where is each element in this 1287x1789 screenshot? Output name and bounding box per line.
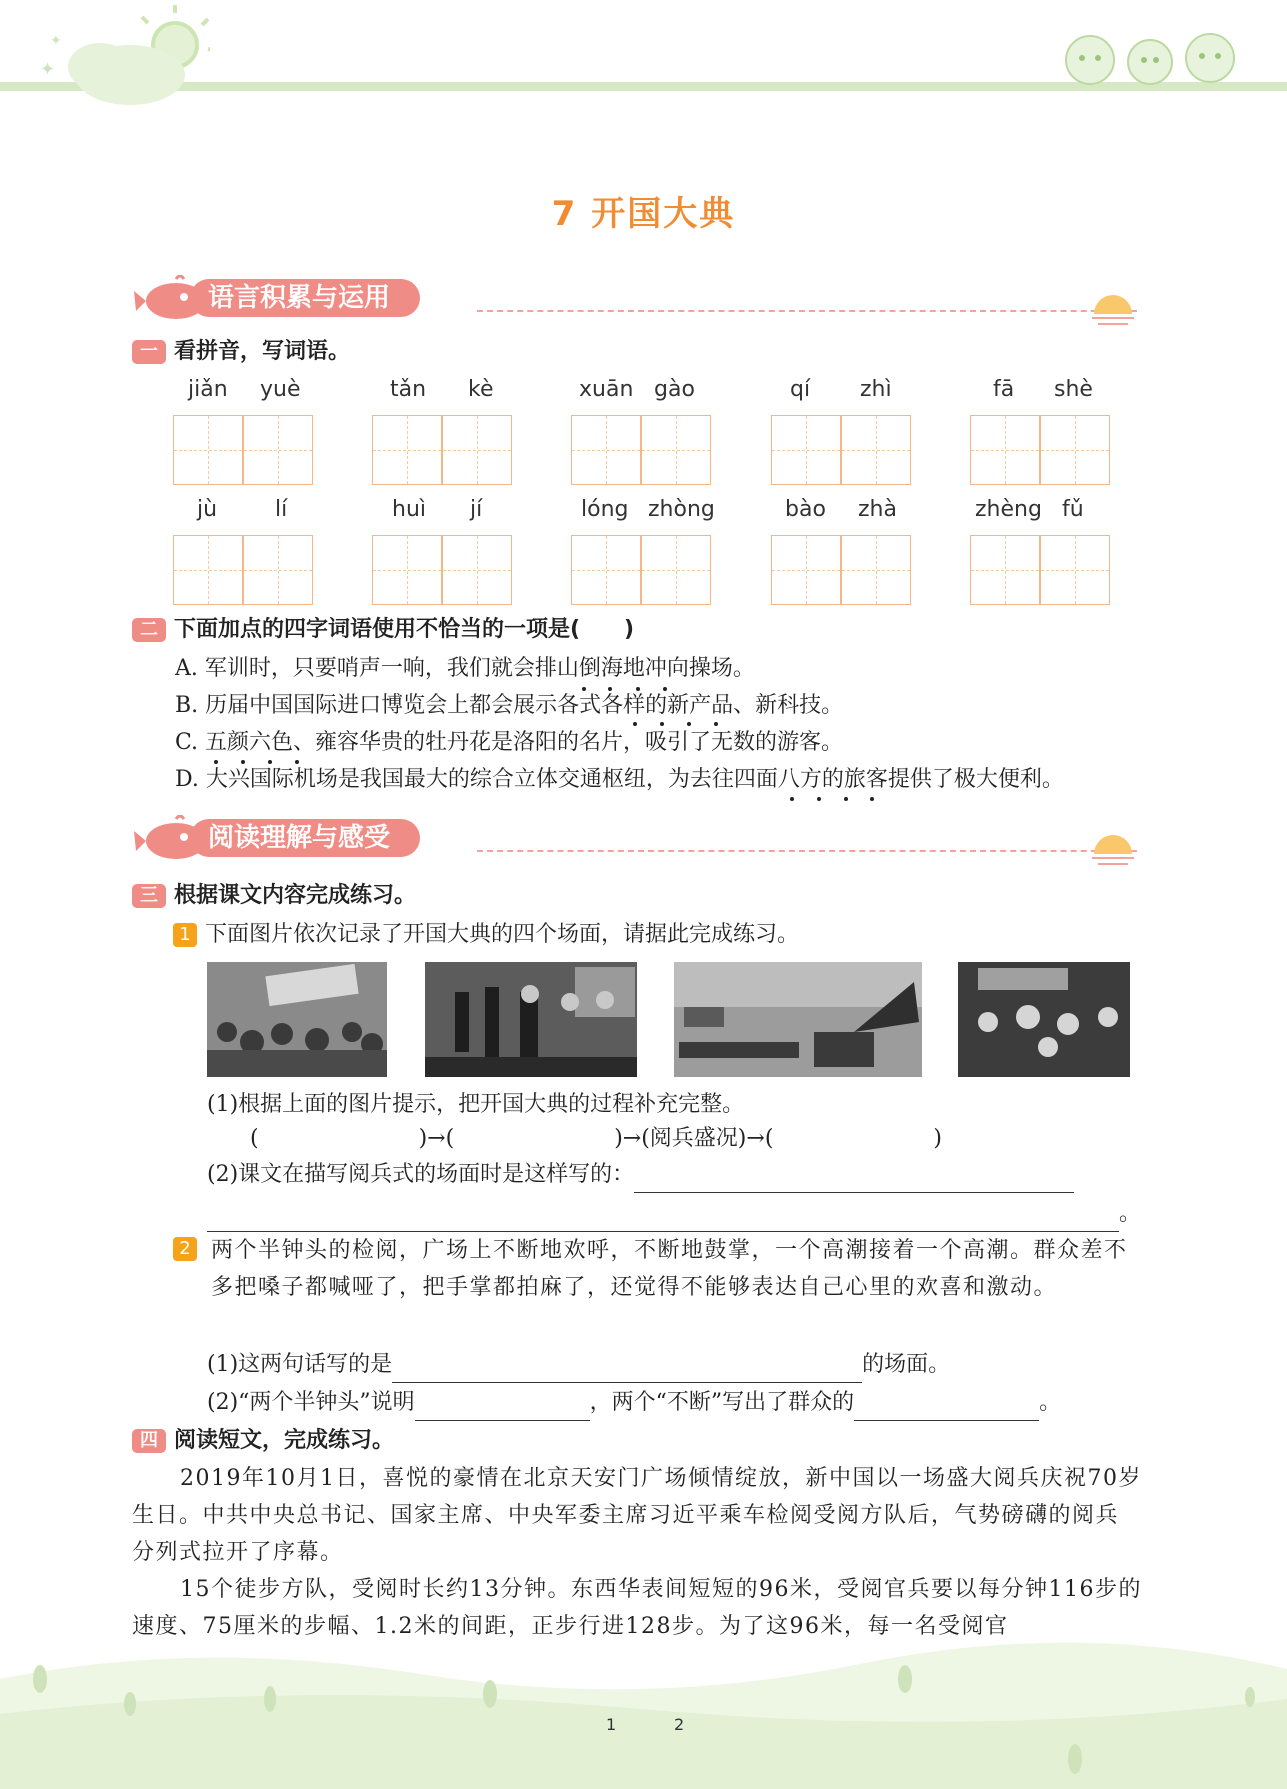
writing-box[interactable]: [771, 535, 841, 605]
answer-blank[interactable]: [415, 1394, 590, 1421]
photo-military-parade: [674, 962, 922, 1077]
punctuation: 。: [1119, 1201, 1142, 1226]
punctuation: 。: [1039, 1390, 1062, 1415]
photo-night-celebration: [958, 962, 1130, 1077]
question-text: ，两个“不断”写出了群众的: [589, 1390, 855, 1415]
pinyin: kè: [468, 377, 494, 402]
question-4-heading: [132, 1425, 394, 1457]
question-number: 四: [132, 1429, 166, 1453]
writing-box[interactable]: [1040, 535, 1110, 605]
svg-text:✦: ✦: [50, 33, 62, 49]
question-text: (1)这两句话写的是: [207, 1352, 393, 1377]
answer-blank[interactable]: [854, 1394, 1039, 1421]
answer-blank[interactable]: [207, 1205, 1119, 1232]
question-title: 阅读短文，完成练习。: [174, 1428, 395, 1453]
pinyin: zhèng: [975, 497, 1042, 522]
sub-question-number: 1: [173, 923, 197, 947]
answer-blank[interactable]: [634, 1166, 1074, 1193]
sub-question-number: 2: [173, 1237, 197, 1261]
pinyin: jí: [470, 497, 483, 522]
writing-box[interactable]: [970, 535, 1040, 605]
option-a: A. 军训时，只要哨声一响，我们就会排山倒海地冲向操场。: [175, 656, 755, 681]
question-title: 下面加点的四字词语使用不恰当的一项是( ): [174, 617, 635, 642]
sun-icon: [1090, 292, 1136, 330]
writing-box[interactable]: [173, 415, 243, 485]
question-text: 的场面。: [862, 1352, 951, 1377]
writing-box[interactable]: [571, 415, 641, 485]
pinyin: zhòng: [648, 497, 715, 522]
sub-2-part-1: [207, 1347, 950, 1383]
writing-box[interactable]: [771, 415, 841, 485]
answer-blank[interactable]: [392, 1356, 862, 1383]
writing-box[interactable]: [641, 415, 711, 485]
writing-box[interactable]: [571, 535, 641, 605]
pinyin: xuān: [579, 377, 634, 402]
writing-box[interactable]: [970, 415, 1040, 485]
pinyin: fǔ: [1062, 497, 1084, 522]
writing-box[interactable]: [841, 535, 911, 605]
pinyin: lóng: [581, 497, 629, 522]
pinyin: gào: [654, 377, 695, 402]
pinyin: lí: [275, 497, 288, 522]
question-number: 三: [132, 884, 166, 908]
question-2-heading: [132, 614, 634, 646]
flow-text: )→(: [418, 1126, 455, 1151]
pinyin: zhà: [858, 497, 897, 522]
section-divider: [477, 850, 1137, 852]
question-title: 根据课文内容完成练习。: [174, 883, 417, 908]
pinyin: qí: [790, 377, 811, 402]
sub-question-text: 下面图片依次记录了开国大典的四个场面，请据此完成练习。: [205, 922, 800, 947]
pinyin: huì: [392, 497, 426, 522]
sub-question-2-number-wrap: [173, 1237, 205, 1261]
question-text: (2)课文在描写阅兵式的场面时是这样写的：: [207, 1162, 635, 1187]
writing-box[interactable]: [243, 535, 313, 605]
sub-1-part-1: (1)根据上面的图片提示，把开国大典的过程补充完整。: [207, 1092, 745, 1117]
pinyin: bào: [785, 497, 826, 522]
pinyin: yuè: [260, 377, 301, 402]
writing-box[interactable]: [173, 535, 243, 605]
option-b: B. 历届中国国际进口博览会上都会展示各式各样的新产品、新科技。: [175, 693, 844, 718]
option-c: C. 五颜六色、雍容华贵的牡丹花是洛阳的名片，吸引了无数的游客。: [175, 730, 844, 755]
footer-hills-decoration: [0, 1619, 1287, 1789]
question-text: (2)“两个半钟头”说明: [207, 1390, 415, 1415]
question-number: 一: [132, 340, 166, 364]
writing-box[interactable]: [372, 535, 442, 605]
passage-text: 两个半钟头的检阅，广场上不断地欢呼，不断地鼓掌，一个高潮接着一个高潮。群众差不多把嗓子都喊哑了，把手掌都拍麻了，还觉得不能够表达自己心里的欢喜和激动。: [211, 1238, 1128, 1300]
sub-1-part-2: [207, 1157, 1142, 1193]
flow-text: (: [250, 1126, 259, 1151]
pinyin: tǎn: [390, 377, 427, 402]
pinyin: zhì: [860, 377, 892, 402]
flow-text: )→(阅兵盛况)→(: [614, 1126, 774, 1151]
reading-paragraph-2: 15个徒步方队，受阅时长约13分钟。东西华表间短短的96米，受阅官兵要以每分钟116步的速度、75厘米的步幅、1.2米的间距，正步行进128步。为了这96米，每一名受阅官: [132, 1577, 1142, 1639]
section-title: 语言积累与运用: [190, 279, 420, 317]
pinyin: jù: [197, 497, 218, 522]
svg-text:✦: ✦: [40, 59, 56, 80]
sun-cloud-decoration: [20, 5, 210, 115]
pinyin: shè: [1054, 377, 1093, 402]
pinyin: fā: [993, 377, 1015, 402]
sun-icon: [1090, 832, 1136, 870]
question-number: 二: [132, 618, 166, 642]
question-title: 看拼音，写词语。: [174, 339, 351, 364]
flow-text: ): [933, 1126, 942, 1151]
writing-box[interactable]: [841, 415, 911, 485]
writing-box[interactable]: [372, 415, 442, 485]
question-3-heading: [132, 880, 416, 912]
writing-box[interactable]: [243, 415, 313, 485]
question-1-heading: [132, 336, 350, 368]
photo-ceremony-podium: [425, 962, 637, 1077]
photo-crowd-banner: [207, 962, 387, 1077]
page-number-right: 2: [674, 1715, 685, 1734]
sub-1-part-2-cont: [207, 1196, 1141, 1232]
sub-question-1: [173, 917, 799, 953]
reading-paragraph-1: 2019年10月1日，喜悦的豪情在北京天安门广场倾情绽放，新中国以一场盛大阅兵庆祝70岁生日。中共中央总书记、国家主席、中央军委主席习近平乘车检阅受阅方队后，气势磅礴的阅兵分列式拉开了序幕。: [132, 1466, 1142, 1565]
option-d: D. 大兴国际机场是我国最大的综合立体交通枢纽，为去往四面八方的旅客提供了极大便利。: [175, 767, 1064, 792]
section-divider: [477, 310, 1137, 312]
page-number-left: 1: [606, 1715, 617, 1734]
page-title: 7 开国大典: [551, 194, 736, 234]
writing-box[interactable]: [1040, 415, 1110, 485]
animal-faces-decoration: [1060, 20, 1260, 90]
writing-box[interactable]: [442, 535, 512, 605]
writing-box[interactable]: [641, 535, 711, 605]
writing-box[interactable]: [442, 415, 512, 485]
sub-2-part-2: [207, 1385, 1061, 1421]
pinyin: jiǎn: [188, 377, 228, 402]
section-title: 阅读理解与感受: [190, 819, 420, 857]
process-flow: [250, 1121, 942, 1157]
